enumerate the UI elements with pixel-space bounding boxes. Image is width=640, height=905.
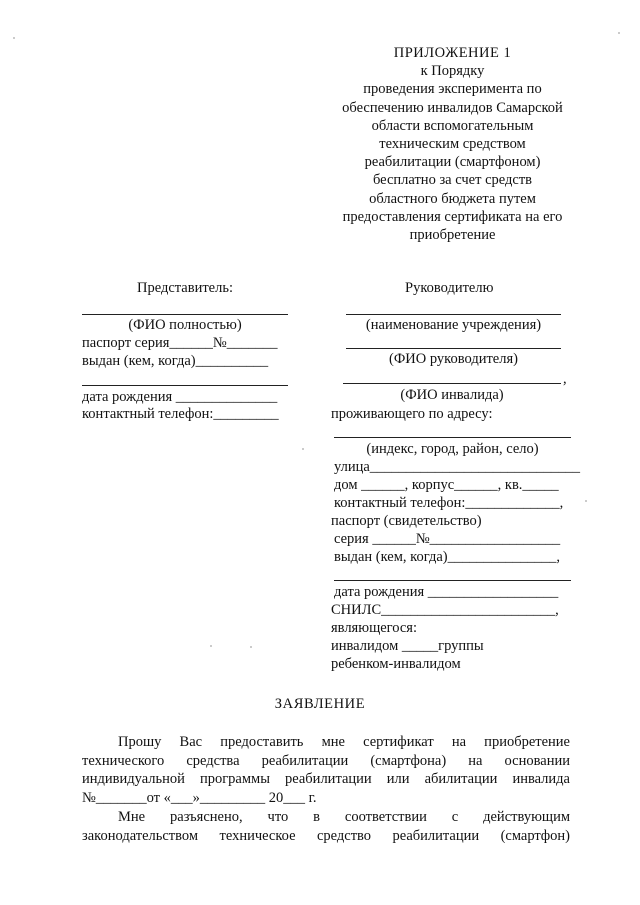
invalid-name-line[interactable] (343, 383, 561, 384)
scan-speck (585, 500, 587, 502)
applicant-phone: контактный телефон:_____________, (334, 495, 564, 511)
representative-heading: Представитель: (137, 280, 233, 296)
snils-field: СНИЛС________________________, (331, 602, 559, 618)
being-label: являющегося: (331, 620, 417, 636)
statement-line: №_______от «___»_________ 20___ г. (82, 789, 317, 806)
representative-phone: контактный телефон:_________ (82, 406, 279, 422)
representative-birth: дата рождения ______________ (82, 389, 278, 405)
appendix-line: обеспечению инвалидов Самарской (342, 99, 563, 116)
applicant-birth: дата рождения __________________ (334, 584, 559, 600)
invalid-caption: (ФИО инвалида) (400, 387, 504, 403)
director-caption: (ФИО руководителя) (389, 351, 518, 367)
scan-speck (618, 32, 620, 34)
passport-label: паспорт (свидетельство) (331, 513, 482, 529)
institution-name-line[interactable] (346, 314, 561, 315)
appendix-header (330, 44, 575, 244)
statement-paragraph-2 (82, 808, 570, 845)
representative-fio-line[interactable] (82, 314, 288, 315)
appendix-line: областного бюджета путем (369, 190, 536, 207)
invalid-name-comma: , (563, 371, 567, 387)
statement-title: ЗАЯВЛЕНИЕ (274, 696, 366, 712)
addressee-heading: Руководителю (405, 280, 494, 296)
disability-group: инвалидом _____группы (331, 638, 484, 654)
director-name-line[interactable] (346, 348, 561, 349)
representative-issued-line[interactable] (82, 385, 288, 386)
residing-label: проживающего по адресу: (331, 406, 493, 422)
statement-line: индивидуальной программы реабилитации или абилитации инвалида (82, 771, 570, 788)
appendix-line: приобретение (409, 227, 496, 244)
appendix-line: предоставления сертификата на его (342, 208, 563, 225)
applicant-issued-line[interactable] (334, 580, 571, 581)
appendix-line: к Порядку (420, 63, 485, 80)
statement-line: Прошу Вас предоставить мне сертификат на приобретение (118, 734, 570, 750)
appendix-line: техническим средством (379, 136, 526, 153)
appendix-title: ПРИЛОЖЕНИЕ 1 (393, 45, 512, 61)
child-invalid: ребенком-инвалидом (331, 656, 461, 672)
street-field: улица_____________________________ (334, 459, 581, 475)
scan-speck (210, 645, 212, 647)
address-caption: (индекс, город, район, село) (366, 441, 539, 457)
address-line[interactable] (334, 437, 571, 438)
statement-paragraph-1 (82, 733, 570, 807)
representative-passport: паспорт серия______№_______ (82, 335, 278, 351)
scan-speck (250, 646, 252, 648)
appendix-line: реабилитации (смартфоном) (364, 154, 541, 171)
applicant-issued: выдан (кем, когда)_______________, (334, 549, 560, 565)
appendix-line: области вспомогательным (371, 117, 534, 134)
house-field: дом ______, корпус______, кв._____ (334, 477, 559, 493)
series-field: серия ______№__________________ (334, 531, 561, 547)
statement-line: технического средства реабилитации (смартфона) на основании (82, 752, 570, 769)
statement-line: законодательством техническое средство реабилитации (смартфон) (82, 827, 570, 844)
appendix-line: бесплатно за счет средств (373, 172, 532, 189)
appendix-line: проведения эксперимента по (363, 81, 542, 98)
scan-speck (302, 448, 304, 450)
statement-line: Мне разъяснено, что в соответствии с действующим (118, 809, 570, 825)
institution-caption: (наименование учреждения) (365, 317, 542, 333)
scan-speck (13, 37, 15, 39)
representative-fio-caption: (ФИО полностью) (128, 317, 242, 333)
representative-issued: выдан (кем, когда)__________ (82, 353, 269, 369)
